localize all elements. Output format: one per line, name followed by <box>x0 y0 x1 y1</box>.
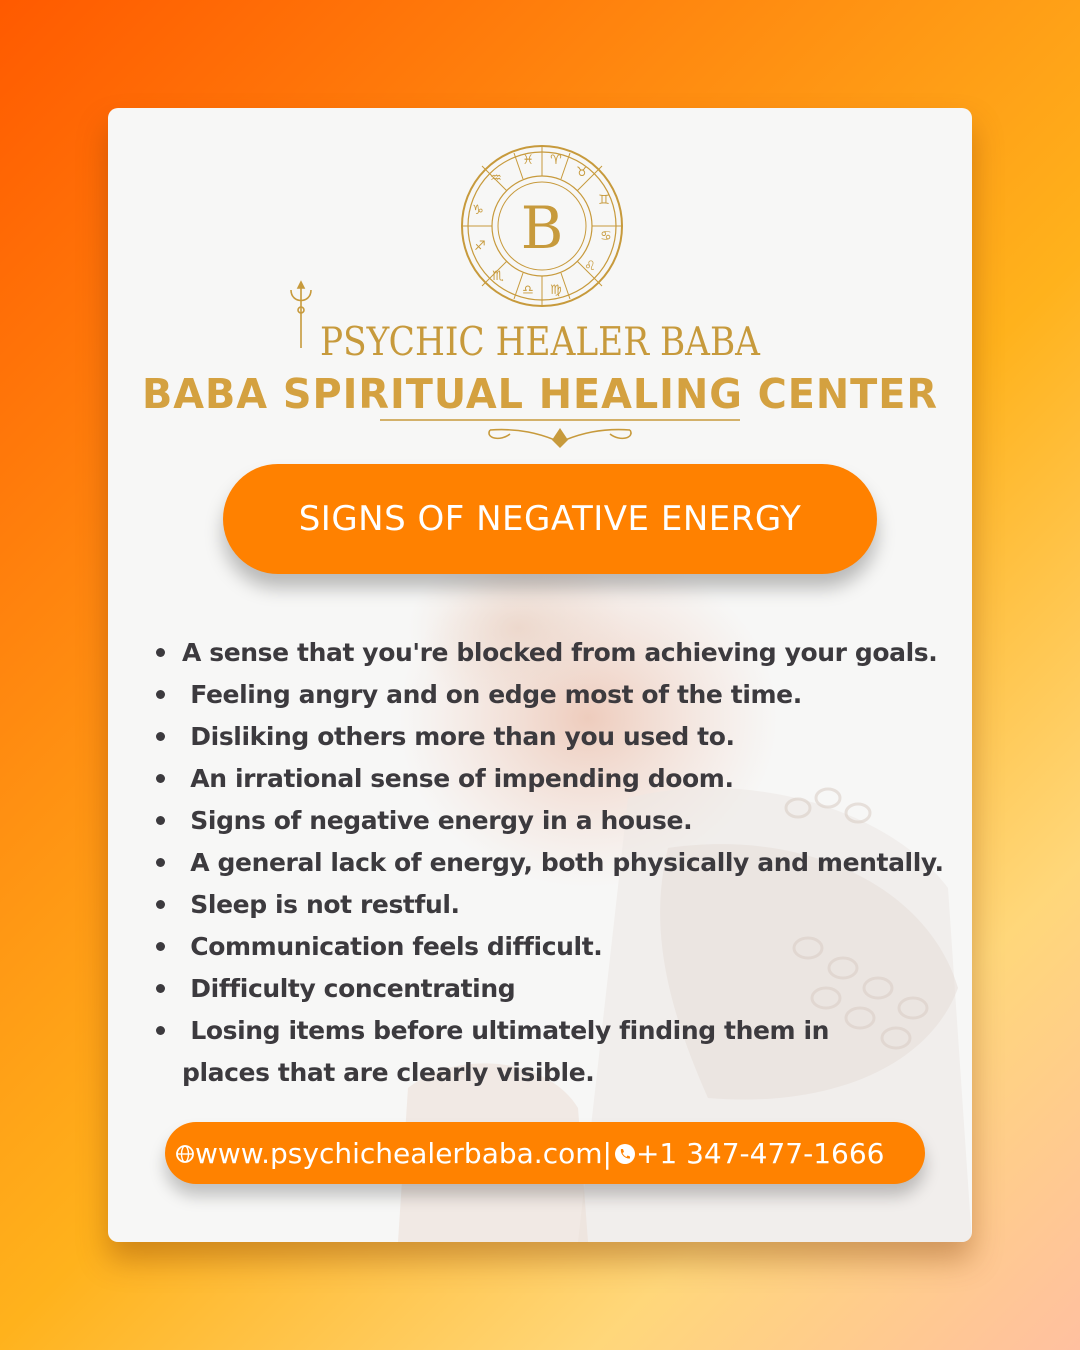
globe-icon <box>175 1144 195 1164</box>
zodiac-wheel-logo <box>458 142 626 310</box>
svg-text:♓: ♓ <box>522 153 534 168</box>
list-item: Feeling angry and on edge most of the time. <box>154 674 954 716</box>
signs-list <box>154 632 954 1094</box>
list-item: An irrational sense of impending doom. <box>154 758 954 800</box>
phone-number[interactable]: +1 347-477-1666 <box>635 1137 885 1170</box>
list-item: Communication feels difficult. <box>154 926 954 968</box>
list-item: Disliking others more than you used to. <box>154 716 954 758</box>
list-item: Losing items before ultimately finding them in places that are clearly visible. <box>154 1010 922 1094</box>
center-name: BABA SPIRITUAL HEALING CENTER <box>141 370 939 418</box>
svg-text:♌: ♌ <box>584 259 596 274</box>
poster-card <box>108 108 972 1242</box>
heading-banner: SIGNS OF NEGATIVE ENERGY <box>223 464 877 574</box>
monogram-letter: B <box>520 194 564 262</box>
svg-text:♐: ♐ <box>474 239 486 254</box>
list-item: Sleep is not restful. <box>154 884 954 926</box>
svg-text:♒: ♒ <box>490 171 502 186</box>
svg-text:♏: ♏ <box>492 269 504 284</box>
svg-text:♈: ♈ <box>550 153 562 168</box>
svg-text:♋: ♋ <box>600 229 612 244</box>
list-item: A sense that you're blocked from achieving your goals. <box>154 632 954 674</box>
flourish-divider-icon <box>370 414 750 450</box>
brand-name: PSYCHIC HEALER BABA <box>320 320 760 365</box>
list-item: Signs of negative energy in a house. <box>154 800 954 842</box>
svg-text:♑: ♑ <box>472 203 484 218</box>
svg-text:♊: ♊ <box>598 193 610 208</box>
website-link[interactable]: www.psychichealerbaba.com <box>195 1137 603 1170</box>
phone-icon <box>614 1143 636 1165</box>
svg-text:♎: ♎ <box>522 283 534 298</box>
contact-separator: | <box>602 1137 612 1170</box>
list-item: Difficulty concentrating <box>154 968 954 1010</box>
list-item: A general lack of energy, both physically and mentally. <box>154 842 954 884</box>
contact-bar <box>165 1122 925 1184</box>
svg-text:♍: ♍ <box>550 283 562 298</box>
svg-text:♉: ♉ <box>576 165 588 180</box>
